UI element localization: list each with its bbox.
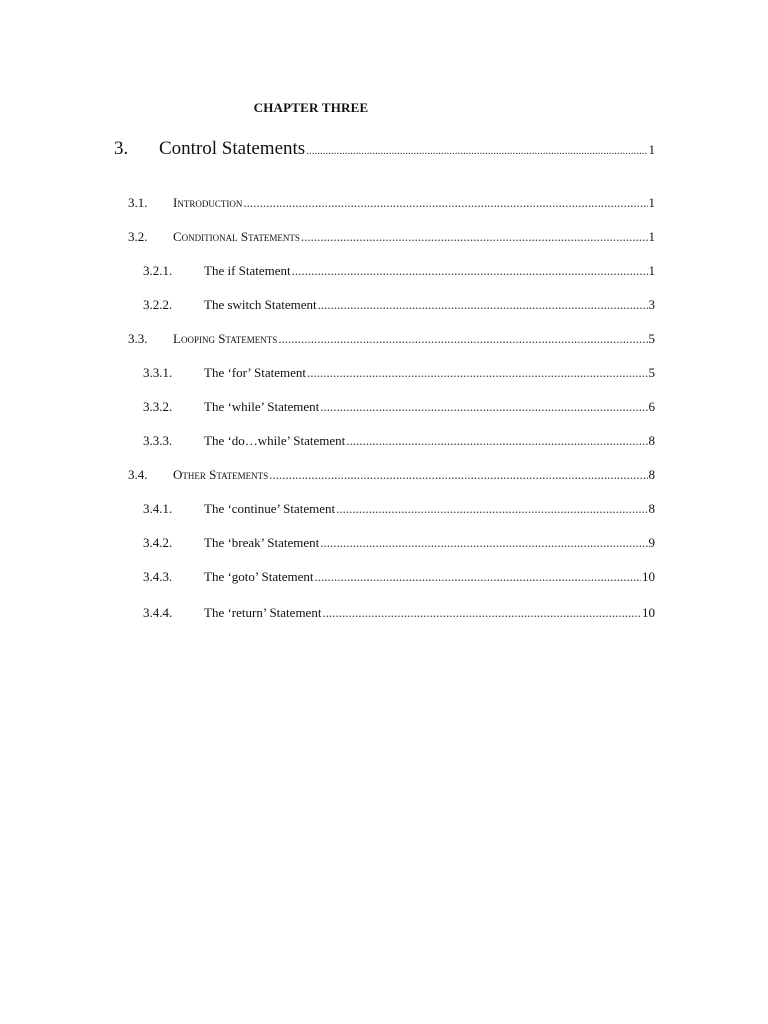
toc-page-number: 5 [648, 365, 655, 380]
toc-page-number: 5 [648, 331, 655, 346]
toc-page-number: 8 [648, 467, 655, 482]
toc-leader [320, 535, 647, 551]
chapter-heading: CHAPTER THREE [253, 100, 369, 115]
toc-title: The ‘goto’ Statement [204, 569, 314, 584]
toc-leader [322, 605, 641, 621]
toc-leader [336, 501, 647, 517]
toc-title: Looping Statements [173, 331, 278, 346]
toc-page-number: 10 [642, 569, 655, 584]
toc-number: 3.4.3. [143, 569, 173, 584]
toc-number: 3.3.3. [143, 433, 173, 448]
toc-number: 3.3.2. [143, 399, 173, 414]
toc-number: 3.4.2. [143, 535, 173, 550]
toc-title: The ‘return’ Statement [204, 605, 322, 620]
toc-entry-3-2[interactable] [128, 229, 655, 245]
toc-page-number: 9 [648, 535, 655, 550]
toc-leader [243, 195, 647, 211]
toc-number: 3.2.2. [143, 297, 173, 312]
toc-title: The if Statement [204, 263, 291, 278]
toc-leader [320, 399, 647, 415]
toc-title: The switch Statement [204, 297, 317, 312]
toc-entry-3-2-2[interactable] [143, 297, 655, 313]
toc-title: The ‘do…while’ Statement [204, 433, 346, 448]
toc-leader [269, 467, 647, 483]
toc-number: 3.4.1. [143, 501, 173, 516]
toc-title: Control Statements [159, 138, 306, 159]
toc-page-number: 8 [648, 501, 655, 516]
toc-title: The ‘break’ Statement [204, 535, 320, 550]
toc-leader [315, 569, 641, 585]
toc-entry-3-4-2[interactable] [143, 535, 655, 551]
toc-leader [346, 433, 647, 449]
toc-number: 3.2.1. [143, 263, 173, 278]
toc-entry-3-3-1[interactable] [143, 365, 655, 381]
toc-page-number: 8 [648, 433, 655, 448]
toc-entry-3-3-3[interactable] [143, 433, 655, 449]
toc-leader [292, 263, 648, 279]
toc-number: 3.4. [128, 467, 148, 482]
toc-title: The ‘continue’ Statement [204, 501, 336, 516]
toc-number: 3.2. [128, 229, 148, 244]
toc-entry-3-2-1[interactable] [143, 263, 655, 279]
toc-entry-3-3-2[interactable] [143, 399, 655, 415]
toc-number: 3. [114, 138, 129, 159]
toc-page-number: 6 [648, 399, 655, 414]
toc-leader [278, 331, 647, 347]
toc-title: Other Statements [173, 467, 269, 482]
toc-title: The ‘while’ Statement [204, 399, 320, 414]
toc-number: 3.3.1. [143, 365, 173, 380]
toc-entry-3[interactable] [114, 138, 655, 160]
toc-leader [307, 365, 647, 381]
toc-number: 3.4.4. [143, 605, 173, 620]
toc-entry-3-4-1[interactable] [143, 501, 655, 517]
toc-number: 3.1. [128, 195, 148, 210]
toc-leader [306, 145, 647, 157]
toc-entry-3-4-3[interactable] [143, 569, 655, 585]
toc-leader [318, 297, 648, 313]
toc-entry-3-3[interactable] [128, 331, 655, 347]
toc-entry-3-4-4[interactable] [143, 605, 655, 621]
toc-page-number: 1 [648, 263, 655, 278]
toc-title: Introduction [173, 195, 243, 210]
toc-page-number: 1 [648, 195, 655, 210]
toc-title: Conditional Statements [173, 229, 300, 244]
toc-leader [301, 229, 648, 245]
toc-page-number: 10 [642, 605, 655, 620]
toc-page-number: 3 [648, 297, 655, 312]
toc-title: The ‘for’ Statement [204, 365, 307, 380]
toc-entry-3-4[interactable] [128, 467, 655, 483]
toc-page-number: 1 [648, 229, 655, 244]
toc-page-number: 1 [648, 142, 655, 157]
toc-number: 3.3. [128, 331, 148, 346]
toc-entry-3-1[interactable] [128, 195, 655, 211]
